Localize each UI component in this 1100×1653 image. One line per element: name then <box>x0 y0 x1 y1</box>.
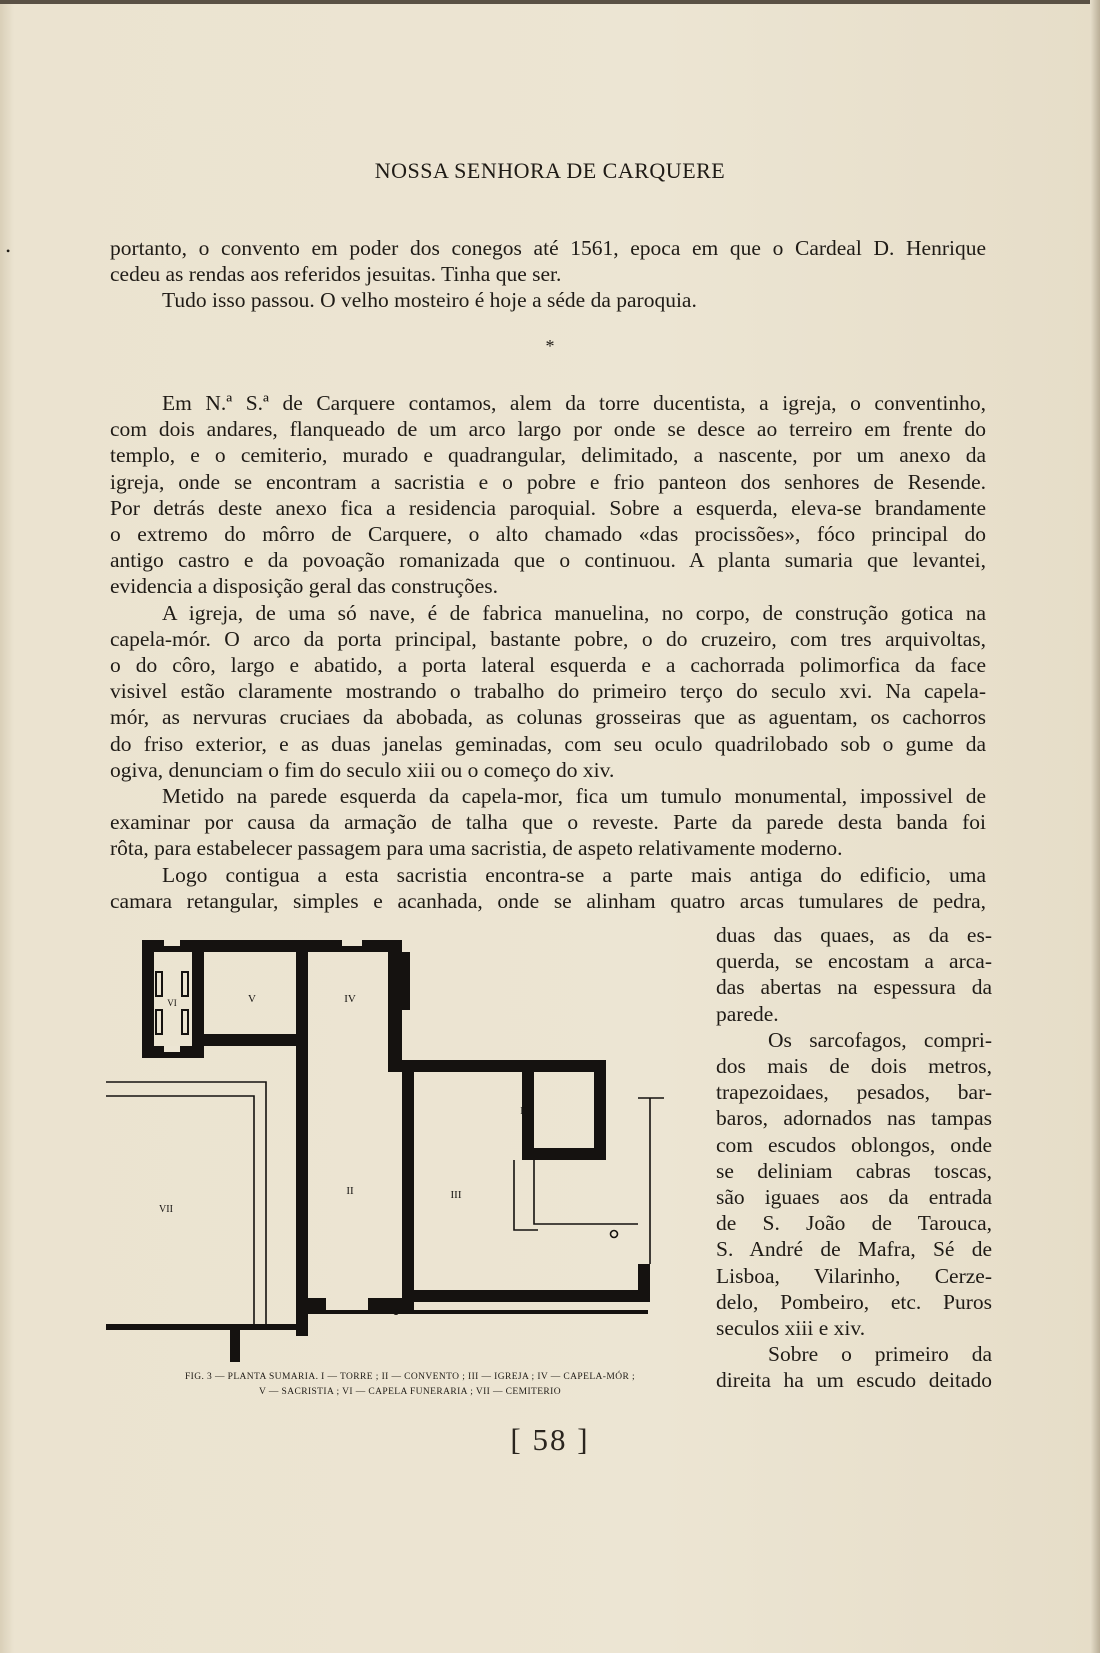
annex-wall <box>534 1160 638 1224</box>
text-line: são iguaes aos da entrada <box>716 1185 992 1210</box>
text-line: de S. João de Tarouca, <box>716 1211 992 1236</box>
text-line: seculos xiii e xiv. <box>716 1316 866 1341</box>
text-line: Metido na parede esquerda da capela-mor, fica um tumulo monumental, impossivel de <box>162 784 986 809</box>
top-edge <box>0 0 1100 4</box>
caption-line: V — SACRISTIA ; VI — CAPELA FUNERARIA ; VII — CEMITERIO <box>258 1387 561 1397</box>
plan-wall <box>594 1060 606 1160</box>
plan-opening <box>342 940 362 946</box>
text-line: rôta, para estabelecer passagem para uma sacristia, de aspeto relativamente moderno. <box>110 836 843 861</box>
plan-wall <box>142 940 154 1058</box>
plan-wall <box>638 1264 650 1302</box>
plan-marker <box>611 1231 618 1238</box>
text-line: Em N.ª S.ª de Carquere contamos, alem da torre ducentista, a igreja, o conventinho, <box>162 391 986 415</box>
text-line: visivel estão claramente mostrando o trabalho do primeiro terço do seculo xvi. Na capela- <box>110 679 986 704</box>
plan-niche <box>156 1010 162 1034</box>
text-line: Logo contigua a esta sacristia encontra-se a parte mais antiga do edificio, uma <box>162 862 986 887</box>
plan-wall <box>142 940 402 952</box>
plan-wall <box>192 1034 296 1046</box>
text-line: se deliniam cabras toscas, <box>716 1158 992 1183</box>
plan-wall <box>388 940 402 1072</box>
plan-wall <box>522 1148 606 1160</box>
text-line: evidencia a disposição geral das construções. <box>110 574 499 599</box>
plan-opening <box>164 940 180 946</box>
text-line: com dois andares, flanqueado de um arco largo por onde se desce ao terreiro em frente do <box>110 417 986 442</box>
plan-opening <box>164 1046 180 1052</box>
text-line: delo, Pombeiro, etc. Puros <box>716 1289 992 1314</box>
text-line: ogiva, denunciam o fim do seculo xiii ou o começo do xiv. <box>110 757 615 782</box>
right-edge <box>1090 0 1100 1653</box>
text-line: antigo castro e da povoação romanizada que o continuou. A planta sumaria que levantei, <box>110 548 986 573</box>
plan-label-vii: VII <box>159 1204 173 1215</box>
text-line: o do côro, largo e abatido, a porta lateral esquerda e a cachorrada polimorfica da face <box>110 653 986 678</box>
text-line: capela-mór. O arco da porta principal, bastante pobre, o do cruzeiro, com tres arquivoltas, <box>110 626 986 651</box>
text-line: Lisboa, Vilarinho, Cerze- <box>716 1263 992 1288</box>
plan-niche <box>156 972 162 996</box>
text-line: cedeu as rendas aos referidos jesuitas. Tinha que ser. <box>110 262 562 287</box>
plan-marker <box>393 1309 399 1315</box>
plan-label-ii: II <box>346 1185 354 1197</box>
page-number: [ 58 ] <box>510 1422 590 1457</box>
text-line: duas das quaes, as da es- <box>716 923 992 947</box>
text-line: dos mais de dois metros, <box>716 1054 992 1079</box>
text-line: direita ha um escudo deitado <box>716 1368 992 1393</box>
plan-niche <box>182 972 188 996</box>
running-header: NOSSA SENHORA DE CARQUERE <box>374 158 726 183</box>
text-line: Sobre o primeiro da <box>768 1342 992 1367</box>
section-separator: * <box>545 336 555 356</box>
plan-niche <box>182 1010 188 1034</box>
plan-wall <box>402 952 410 1010</box>
plan-wall <box>308 1298 326 1312</box>
text-line: camara retangular, simples e acanhada, onde se alinham quatro arcas tumulares de pedra, <box>110 888 986 913</box>
plan-wall <box>230 1330 240 1362</box>
text-line: examinar por causa da armação de talha que o reveste. Parte da parede desta banda foi <box>110 810 986 835</box>
text-line: portanto, o convento em poder dos conegos até 1561, epoca em que o Cardeal D. Henrique <box>110 236 986 260</box>
text-line: templo, e o cemiterio, murado e quadrangular, delimitado, a nascente, por um anexo da <box>110 443 986 468</box>
text-line: o extremo do môrro de Carquere, o alto chamado «das procissões», fóco principal do <box>110 522 986 547</box>
intro-paragraph <box>110 235 986 314</box>
margin-mark: • <box>6 244 11 258</box>
plan-wall <box>308 1310 648 1314</box>
text-line: das abertas na espessura da <box>716 975 992 1000</box>
text-line: S. André de Mafra, Sé de <box>716 1237 992 1262</box>
caption-line: FIG. 3 — PLANTA SUMARIA. I — TORRE ; II — CONVENTO ; III — IGREJA ; IV — CAPELA-MÓR ; <box>184 1372 636 1382</box>
text-line: querda, se encostam a arca- <box>716 949 992 974</box>
plan-label-v: V <box>248 993 256 1005</box>
text-line: trapezoidaes, pesados, bar- <box>716 1080 992 1105</box>
text-line: igreja, onde se encontram a sacristia e o pobre e frio panteon dos senhores de Resende. <box>110 469 986 494</box>
plan-wall <box>402 1060 606 1072</box>
plan-label-vi: VI <box>167 998 177 1008</box>
cemetery-wall <box>106 1096 254 1324</box>
plan-wall <box>296 940 308 1336</box>
plan-label-iv: IV <box>344 993 356 1005</box>
plan-label-i: I <box>520 1105 524 1117</box>
side-column <box>716 922 992 1394</box>
text-line: mór, as nervuras cruciaes da abobada, as colunas grosseiras que as aguentam, os cachorros <box>110 705 986 730</box>
text-line: baros, adornados nas tampas <box>716 1106 992 1131</box>
text-line: parede. <box>716 1001 779 1026</box>
text-line: com escudos oblongos, onde <box>716 1132 992 1157</box>
text-line: Os sarcofagos, compri- <box>768 1027 992 1052</box>
cemetery-wall <box>106 1082 266 1324</box>
floor-plan-figure <box>106 934 692 1366</box>
plan-wall <box>402 1060 414 1310</box>
text-line: do friso exterior, e as duas janelas geminadas, com seu oculo quadrilobado sob o gume da <box>110 731 986 756</box>
text-line: Tudo isso passou. O velho mosteiro é hoje a séde da paroquia. <box>162 288 697 313</box>
plan-wall <box>414 1290 650 1302</box>
plan-label-iii: III <box>450 1189 462 1201</box>
text-line: A igreja, de uma só nave, é de fabrica manuelina, no corpo, de construção gotica na <box>162 600 986 625</box>
plan-wall <box>368 1298 414 1312</box>
plan-wall <box>106 1324 308 1330</box>
text-line: Por detrás deste anexo fica a residencia paroquial. Sobre a esquerda, eleva-se brandamente <box>110 495 986 520</box>
figure-caption <box>140 1370 680 1400</box>
main-text <box>110 390 986 914</box>
